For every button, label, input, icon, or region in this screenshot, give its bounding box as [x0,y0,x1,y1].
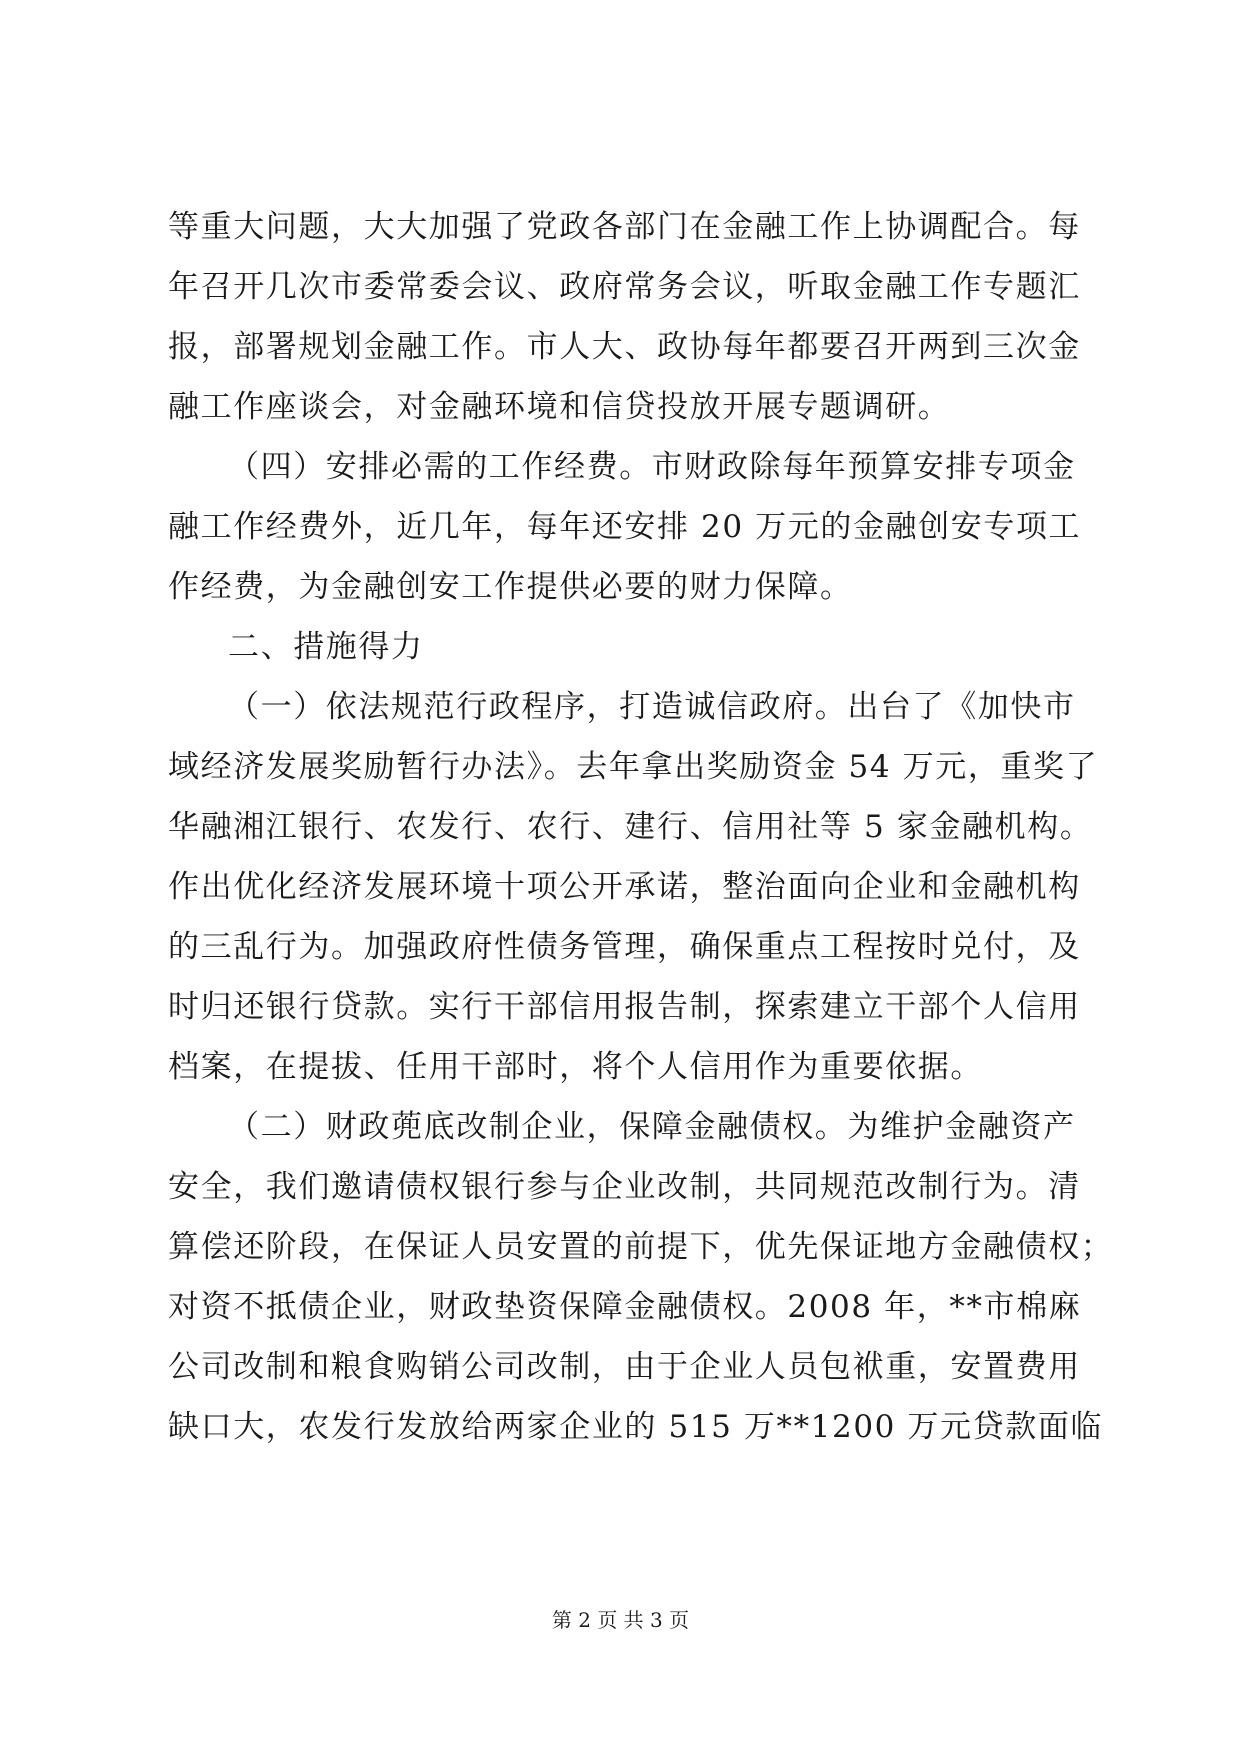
section-heading: 二、措施得力 [228,629,424,665]
text-line: 融工作经费外，近几年，每年还安排 20 万元的金融创安专项工 [168,509,1082,545]
text-line: 华融湘江银行、农发行、农行、建行、信用社等 5 家金融机构。 [168,809,1093,845]
text-line: 算偿还阶段，在保证人员安置的前提下，优先保证地方金融债权； [168,1229,1114,1265]
text-line: （一）依法规范行政程序，打造诚信政府。出台了《加快市 [228,689,1076,725]
text-line: 域经济发展奖励暂行办法》。去年拿出奖励资金 54 万元，重奖了 [168,749,1099,785]
text-line: 缺口大，农发行发放给两家企业的 515 万**1200 万元贷款面临 [168,1409,1104,1445]
text-line: 报，部署规划金融工作。市人大、政协每年都要召开两到三次金 [168,329,1081,365]
page-footer: 第 2 页 共 3 页 [551,1608,690,1632]
text-line: 融工作座谈会，对金融环境和信贷投放开展专题调研。 [168,389,951,425]
text-line: 作出优化经济发展环境十项公开承诺，整治面向企业和金融机构 [168,869,1081,905]
text-line: 档案，在提拔、任用干部时，将个人信用作为重要依据。 [168,1049,983,1085]
text-line: 公司改制和粮食购销公司改制，由于企业人员包袱重，安置费用 [168,1349,1081,1385]
text-line: 等重大问题，大大加强了党政各部门在金融工作上协调配合。每 [168,209,1081,245]
text-line: （四）安排必需的工作经费。市财政除每年预算安排专项金 [228,449,1076,485]
text-line: 的三乱行为。加强政府性债务管理，确保重点工程按时兑付，及 [168,929,1081,965]
text-line: 时归还银行贷款。实行干部信用报告制，探索建立干部个人信用 [168,989,1081,1025]
text-line: 安全，我们邀请债权银行参与企业改制，共同规范改制行为。清 [168,1169,1081,1205]
text-line: 对资不抵债企业，财政垫资保障金融债权。2008 年，**市棉麻 [168,1289,1082,1325]
text-line: （二）财政蔸底改制企业，保障金融债权。为维护金融资产 [228,1109,1076,1145]
text-line: 年召开几次市委常委会议、政府常务会议，听取金融工作专题汇 [168,269,1081,305]
text-line: 作经费，为金融创安工作提供必要的财力保障。 [168,569,853,605]
